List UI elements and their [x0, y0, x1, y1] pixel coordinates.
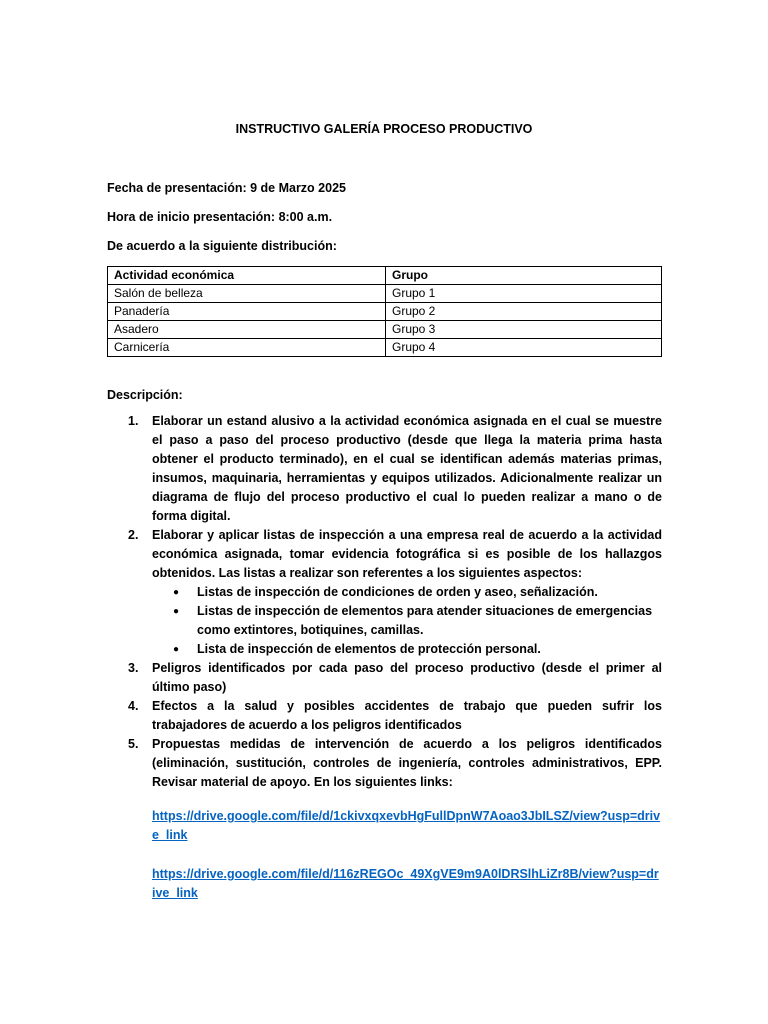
table-cell-group: Grupo 3 [386, 321, 662, 339]
list-item [152, 526, 662, 659]
table-cell-activity: Salón de belleza [108, 285, 386, 303]
sublist-item: ● Listas de inspección de condiciones de orden y aseo, señalización. [197, 583, 662, 602]
table-header-group: Grupo [386, 267, 662, 285]
table-cell-activity: Panadería [108, 303, 386, 321]
table-header-row [108, 267, 662, 285]
presentation-start-time: Hora de inicio presentación: 8:00 a.m. [107, 210, 333, 224]
support-material-link-2[interactable]: https://drive.google.com/file/d/116zREGOc_49XgVE9m9A0lDRSlhLiZr8B/view?usp=drive_link [152, 867, 659, 900]
sublist-item: ● Listas de inspección de elementos para atender situaciones de emergencias como extintores, botiquines, camillas. [197, 602, 662, 640]
table-cell-group: Grupo 1 [386, 285, 662, 303]
description-heading: Descripción: [107, 388, 183, 402]
document-title: INSTRUCTIVO GALERÍA PROCESO PRODUCTIVO [235, 122, 533, 136]
table-cell-activity: Asadero [108, 321, 386, 339]
table-row [108, 339, 662, 357]
list-item [152, 659, 662, 697]
list-item-text: Elaborar un estand alusivo a la actividad económica asignada en el cual se muestre el paso a paso del proceso productivo (desde que llega la materia prima hasta obtener el producto terminado), en el cual se identifican además materias primas, insumos, maquinaria, herramientas y equipos utilizados. Adicionalmente realizar un diagrama de flujo del proceso productivo el cual lo pueden realizar a mano o de forma digital. [152, 414, 662, 523]
list-item-text: Propuestas medidas de intervención de acuerdo a los peligros identificados (eliminación, sustitución, controles de ingeniería, controles administrativos, EPP. Revisar material de apoyo. En los siguientes links: [152, 737, 662, 789]
table-row [108, 285, 662, 303]
presentation-date: Fecha de presentación: 9 de Marzo 2025 [107, 181, 346, 195]
list-item-text: Efectos a la salud y posibles accidentes de trabajo que pueden sufrir los trabajadores de acuerdo a los peligros identificados [152, 699, 662, 732]
list-item-text: Elaborar y aplicar listas de inspección a una empresa real de acuerdo a la actividad económica asignada, tomar evidencia fotográfica si es posible de los hallazgos obtenidos. Las listas a realizar son referentes a los siguientes aspectos: [152, 528, 662, 580]
distribution-intro: De acuerdo a la siguiente distribución: [107, 239, 337, 253]
list-item [152, 697, 662, 735]
sublist-item: ● Lista de inspección de elementos de protección personal. [197, 640, 662, 659]
list-item-text: Peligros identificados por cada paso del proceso productivo (desde el primer al último paso) [152, 661, 662, 694]
list-item [152, 412, 662, 526]
table-cell-group: Grupo 4 [386, 339, 662, 357]
description-list [107, 412, 662, 903]
table-cell-activity: Carnicería [108, 339, 386, 357]
distribution-table [107, 266, 662, 357]
table-row [108, 303, 662, 321]
support-material-link-1[interactable]: https://drive.google.com/file/d/1ckivxqxevbHgFullDpnW7Aoao3JbILSZ/view?usp=drive_link [152, 809, 661, 842]
table-row [108, 321, 662, 339]
inspection-sublist [152, 583, 662, 659]
table-cell-group: Grupo 2 [386, 303, 662, 321]
table-header-activity: Actividad económica [108, 267, 386, 285]
list-item [152, 735, 662, 903]
